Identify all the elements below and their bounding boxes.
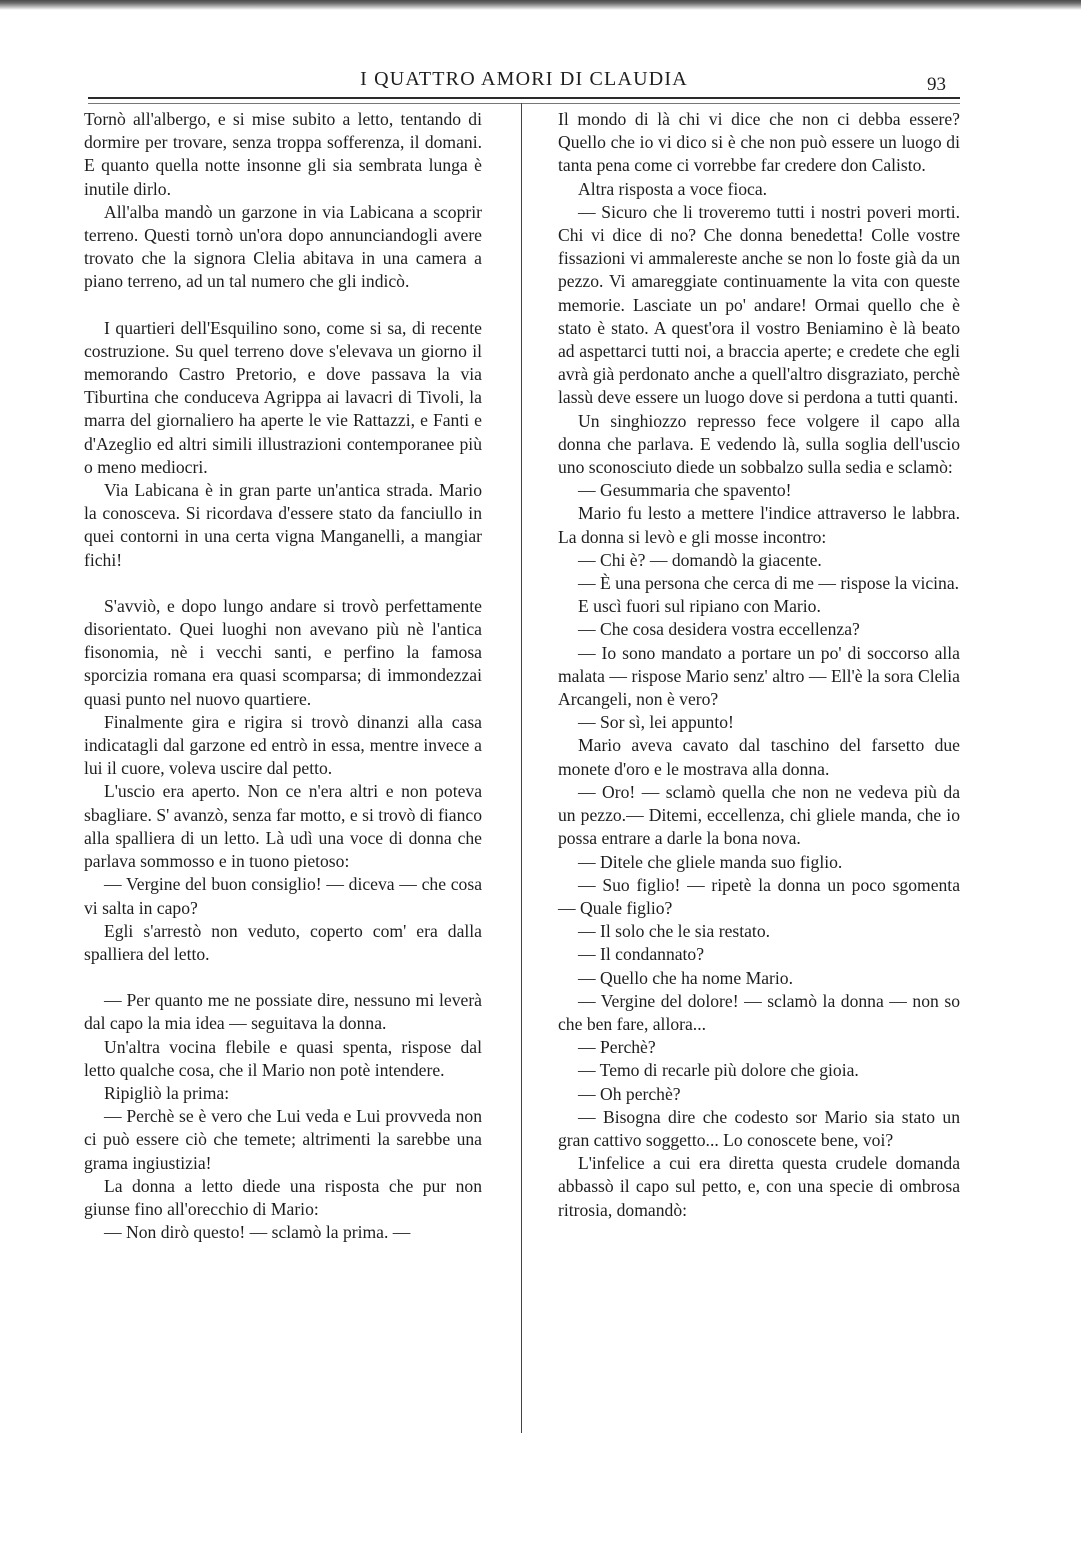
paragraph: — Perchè se è vero che Lui veda e Lui provveda non ci può essere ciò che temete; altrimenti la sarebbe una grama ingiustizia! bbox=[84, 1106, 482, 1173]
page-header bbox=[88, 62, 960, 98]
paragraph: Mario aveva cavato dal taschino del farsetto due monete d'oro e le mostrava alla donna. bbox=[558, 735, 960, 779]
paragraph-gap bbox=[84, 572, 482, 595]
page-number: 93 bbox=[927, 74, 946, 95]
paragraph: Il mondo di là chi vi dice che non ci debba essere? Quello che io vi dico si è che non può essere un luogo di tanta pena come ci vorrebbe far credere don Calisto. bbox=[558, 109, 960, 176]
paragraph: L'uscio era aperto. Non ce n'era altri e non poteva sbagliare. S' avanzò, senza far motto, e si trovò di fianco alla spalliera di un letto. Là udì una voce di donna che parlava sommosso e in tuono pietoso: bbox=[84, 781, 482, 872]
paragraph: Egli s'arrestò non veduto, coperto com' era dalla spalliera del letto. bbox=[84, 920, 482, 964]
paragraph: Un singhiozzo represso fece volgere il capo alla donna che parlava. E vedendo là, sulla soglia dell'uscio uno sconosciuto diede un sobbalzo sulla sedia e sclamò: bbox=[558, 410, 960, 478]
paragraph: I quartieri dell'Esquilino sono, come si sa, di recente costruzione. Su quel terreno dove s'elevava un giorno il memorando Castro Pretorio, e dove passava la via Tiburtina che conduceva Agrippa ai lavacri di Tivoli, la marra del giornaliero ha aperte le vie Rattazzi, e Fanti e d'Azeglio ed altri simili illustrazioni contemporanee più o meno mediocri. bbox=[84, 317, 482, 477]
paragraph: — Io sono mandato a portare un po' di soccorso alla malata — rispose Mario senz' altro — Ell'è la sora Clelia Arcangeli, non è vero? bbox=[558, 642, 960, 710]
running-title: I QUATTRO AMORI DI CLAUDIA bbox=[360, 68, 688, 90]
paragraph: — Ditele che gliele manda suo figlio. bbox=[578, 851, 843, 872]
paragraph-gap bbox=[84, 966, 482, 989]
paragraph: E uscì fuori sul ripiano con Mario. bbox=[578, 596, 821, 617]
header-rule bbox=[88, 97, 960, 104]
paragraph-gap bbox=[84, 294, 482, 317]
paragraph: Tornò all'albergo, e si mise subito a letto, tentando di dormire per trovare, senza troppa sofferenza, il domani. E quanto quella notte insonne gli sia sembrata lunga è inutile dirlo. bbox=[84, 109, 482, 199]
paragraph: — Oh perchè? bbox=[578, 1083, 681, 1104]
paragraph: — Vergine del buon consiglio! — diceva — che cosa vi salta in capo? bbox=[84, 874, 482, 918]
paragraph: Altra risposta a voce fioca. bbox=[578, 178, 768, 199]
paragraph: — Gesummaria che spavento! bbox=[578, 480, 792, 501]
paragraph: — Il condannato? bbox=[578, 944, 705, 965]
paragraph: Via Labicana è in gran parte un'antica strada. Mario la conosceva. Si ricordava d'essere stato da fanciullo in quei contorni in una certa vigna Manganelli, a mangiar fichi! bbox=[84, 480, 482, 570]
paragraph: All'alba mandò un garzone in via Labicana a scoprir terreno. Questi tornò un'ora dopo annunciandogli avere trovato che la signora Clelia abitava in una camera a piano terreno, ad un tal numero che gli indicò. bbox=[84, 201, 482, 292]
paragraph: — Oro! — sclamò quella che non ne vedeva più da un pezzo.— Ditemi, eccellenza, chi gliele manda, che io possa entrare a darle la bona nova. bbox=[558, 781, 960, 849]
paragraph: — Bisogna dire che codesto sor Mario sia stato un gran cattivo soggetto... Lo conoscete bene, voi? bbox=[558, 1106, 960, 1150]
paragraph: — Il solo che le sia restato. bbox=[578, 921, 771, 942]
paragraph: — Chi è? — domandò la giacente. bbox=[578, 549, 822, 570]
paragraph: — Suo figlio! — ripetè la donna un poco sgomenta — Quale figlio? bbox=[558, 874, 960, 918]
paragraph: — Sor sì, lei appunto! bbox=[578, 712, 734, 733]
paragraph: Finalmente gira e rigira si trovò dinanzi alla casa indicatagli dal garzone ed entrò in essa, mentre invece a lui il cuore, voleva uscire dal petto. bbox=[84, 711, 482, 779]
paragraph: — Sicuro che li troveremo tutti i nostri poveri morti. Chi vi dice di no? Che donna benedetta! Colle vostre fissazioni vi ammalereste anche se non lo foste già da un pezzo. Vi amareggiate continuamente la vita con queste memorie. Lasciate un po' andare! Ormai quello che è stato è stato. A quest'ora il vostro Beniamino è là beato ad aspettarci tutti noi, a braccia aperte; e credete che egli avrà già perdonato anche a quell'altro disgraziato, perchè lassù deve essere un luogo dove si perdona a tutti quanti. bbox=[558, 201, 960, 408]
scan-top-edge bbox=[0, 0, 1081, 10]
paragraph: — Quello che ha nome Mario. bbox=[578, 967, 793, 988]
paragraph: La donna a letto diede una risposta che pur non giunse fino all'orecchio di Mario: bbox=[84, 1175, 482, 1219]
column-divider bbox=[521, 103, 522, 1433]
paragraph: — È una persona che cerca di me — rispose la vicina. bbox=[578, 573, 960, 594]
paragraph: S'avviò, e dopo lungo andare si trovò perfettamente disorientato. Quei luoghi non avevano più nè l'antica fisonomia, nè i vecchi santi, e perfino la famosa sporcizia romana era quasi scomparsa; di immondezzai quasi punto nel nuovo quartiere. bbox=[84, 595, 482, 709]
left-column bbox=[84, 108, 482, 1244]
right-column bbox=[558, 108, 960, 1222]
paragraph: Mario fu lesto a mettere l'indice attraverso le labbra. La donna si levò e gli mosse incontro: bbox=[558, 503, 960, 547]
paragraph: — Non dirò questo! — sclamò la prima. — bbox=[104, 1222, 411, 1243]
paragraph: — Perchè? bbox=[578, 1037, 656, 1058]
paragraph: — Che cosa desidera vostra eccellenza? bbox=[578, 619, 860, 640]
paragraph: — Vergine del dolore! — sclamò la donna — non so che ben fare, allora... bbox=[558, 990, 960, 1034]
paragraph: Ripigliò la prima: bbox=[104, 1082, 230, 1103]
paragraph: Un'altra vocina flebile e quasi spenta, rispose dal letto qualche cosa, che il Mario non potè intendere. bbox=[84, 1036, 482, 1080]
paragraph: — Temo di recarle più dolore che gioia. bbox=[578, 1060, 859, 1081]
paragraph: L'infelice a cui era diretta questa crudele domanda abbassò il capo sul petto, e, con una specie di ombrosa ritrosia, domandò: bbox=[558, 1153, 960, 1220]
paragraph: — Per quanto me ne possiate dire, nessuno mi leverà dal capo la mia idea — seguitava la donna. bbox=[84, 990, 482, 1034]
